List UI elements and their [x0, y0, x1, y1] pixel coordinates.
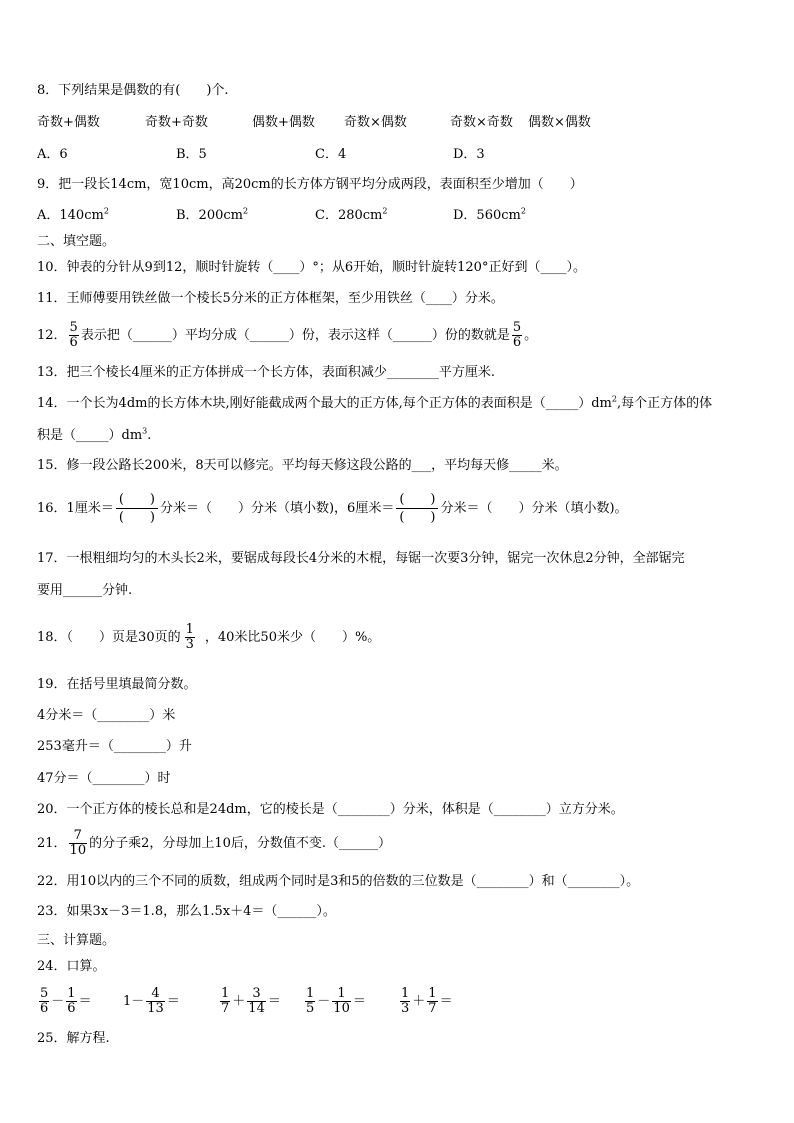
q19-stem: 19．在括号里填最简分数。	[37, 677, 197, 692]
q24-expression: $\frac{1}{7}$ ＋ $\frac{3}{14}$ ＝	[221, 986, 281, 1016]
q16-blank-fraction: ( ) ( )	[116, 491, 158, 526]
q14-line1: 14．一个长为4dm的长方体木块,刚好能截成两个最大的正方体,每个正方体的表面积是$(\_\_\_\_\_)dm^2$,每个正方体的体	[37, 394, 713, 411]
q17-line2: 要用______分钟.	[37, 583, 133, 598]
q18: 18．（ ）页是30页的 $\frac{1}{3}$ ，40米比50米少（ ）%。	[37, 622, 381, 652]
q8-stem: 8．下列结果是偶数的有( )个.	[37, 83, 229, 98]
q16-blank-fraction: ( ) ( )	[396, 491, 438, 526]
q24-expression: 1－ $\frac{4}{13}$ ＝	[123, 986, 180, 1016]
q13: 13．把三个棱长4厘米的正方体拼成一个长方体，表面积减少________平方厘米.	[37, 365, 495, 380]
section-fill-in-title: 二、填空题。	[37, 234, 116, 249]
q19-item: 253毫升＝（________）升	[37, 739, 192, 754]
q8-item: 奇数+奇数	[145, 115, 208, 130]
q19-item: 4分米＝（________）米	[37, 708, 176, 723]
q22: 22．用10以内的三个不同的质数，组成两个同时是3和5的倍数的三位数是（________）和（________）。	[37, 874, 640, 889]
q12: 12． $\frac{5}{6}$ 表示把（______）平均分成（______）份，表示这样（______）份的数就是 $\frac{5}{6}$ 。	[37, 320, 538, 350]
q9-option-c: C．$280cm^2$	[315, 206, 388, 223]
q15: 15．修一段公路长200米，8天可以修完。平均每天修这段公路的___，平均每天修_____米。	[37, 458, 568, 473]
q11: 11．王师傅要用铁丝做一个棱长5分米的正方体框架，至少用铁丝（____）分米。	[37, 291, 504, 306]
q25: 25．解方程.	[37, 1031, 110, 1046]
q9-option-a: A．$140cm^2$	[37, 206, 109, 223]
q24-expression: $\frac{5}{6}$ － $\frac{1}{6}$ ＝	[40, 986, 92, 1016]
q8-item: 奇数×偶数	[344, 115, 407, 130]
q24-expression: $\frac{1}{3}$ ＋ $\frac{1}{7}$ ＝	[401, 986, 453, 1016]
q8-option-b: B．5	[176, 147, 207, 162]
q10: 10．钟表的分针从9到12，顺时针旋转（____）°；从6开始，顺时针旋转120°正好到（____）。	[37, 260, 586, 275]
q16: 16．1厘米＝ ( ) ( ) 分米＝（ ）分米（填小数)，6厘米＝ ( ) ( ) 分米＝（ ）分米（填小数)。	[37, 492, 628, 525]
q21-fraction: $\frac{7}{10}$	[69, 828, 87, 858]
q24-expression: $\frac{1}{5}$ － $\frac{1}{10}$ ＝	[306, 986, 366, 1016]
q12-fraction-answer: $\frac{5}{6}$	[512, 320, 522, 350]
q20: 20．一个正方体的棱长总和是24dm，它的棱长是（________）分米，体积是（________）立方分米。	[37, 802, 624, 817]
q18-fraction: $\frac{1}{3}$	[185, 622, 194, 652]
q8-option-c: C．4	[315, 147, 347, 162]
q23: 23．如果3x－3＝1.8，那么1.5x＋4＝（______）。	[37, 904, 336, 919]
q21: 21． $\frac{7}{10}$ 的分子乘2，分母加上10后，分数值不变.（______）	[37, 828, 392, 858]
q8-item: 偶数+偶数	[252, 115, 315, 130]
q9-option-d: D．$560cm^2$	[453, 206, 526, 223]
q24-stem: 24．口算。	[37, 959, 106, 974]
q9-option-b: B．$200cm^2$	[176, 206, 249, 223]
q12-fraction: $\frac{5}{6}$	[69, 320, 78, 350]
section-calculation-title: 三、计算题。	[37, 933, 116, 948]
q8-option-a: A．6	[37, 147, 68, 162]
q8-item: 偶数×偶数	[528, 115, 591, 130]
q8-item: 奇数×奇数	[450, 115, 513, 130]
q8-item: 奇数+偶数	[37, 115, 100, 130]
q8-option-d: D．3	[453, 147, 485, 162]
q14-line2: 积是$(\_\_\_\_\_)dm^3$.	[37, 426, 152, 443]
q17-line1: 17．一根粗细均匀的木头长2米，要锯成每段长4分米的木棍，每锯一次要3分钟，锯完一次休息2分钟，全部锯完	[37, 551, 685, 566]
q9-stem: 9．把一段长14cm，宽10cm，高20cm的长方体方钢平均分成两段，表面积至少增加（ ）	[37, 177, 583, 192]
q19-item: 47分＝（________）时	[37, 771, 171, 786]
